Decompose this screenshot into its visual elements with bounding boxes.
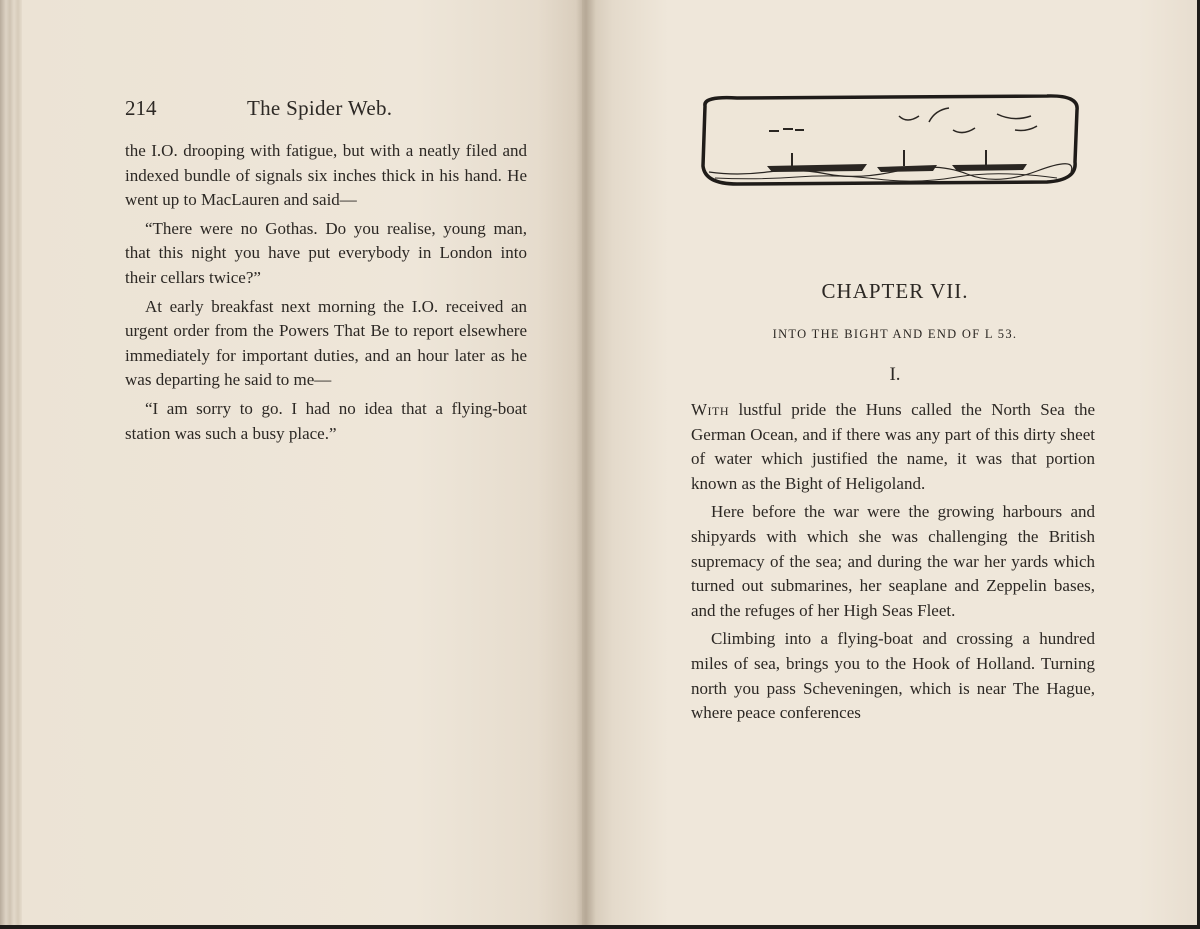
chapter-subtitle: INTO THE BIGHT AND END OF L 53. xyxy=(772,327,1018,341)
paragraph: At early breakfast next morning the I.O. received an urgent order from the Powers That Be to report elsewhere immediately for important duties, and an hour later as he was departing he said to me— xyxy=(125,296,527,390)
paragraph: Climbing into a flying-boat and crossing a hundred miles of sea, brings you to the Hook of Holland. Turning north you pass Scheveningen, which is near The Hague, where peace conferences xyxy=(691,629,1095,723)
opening-text: lustful pride the Huns called the North Sea the German Ocean, and if there was any part of this dirty sheet of water which justified the name, it was that portion known as the Bight of Heligoland. xyxy=(691,400,1095,493)
frame-border xyxy=(0,925,1200,929)
chapter-headpiece-illustration xyxy=(697,92,1082,188)
running-title: The Spider Web. xyxy=(247,96,393,120)
page-number: 214 xyxy=(125,96,157,120)
book-gutter xyxy=(576,0,596,929)
paragraph: “I am sorry to go. I had no idea that a flying-boat station was such a busy place.” xyxy=(125,398,527,443)
paragraph: Here before the war were the growing harbours and shipyards with which she was challenging the British supremacy of the sea; and during the war her yards which turned out submarines, her seaplane and Zeppelin bases, and the refuges of her High Seas Fleet. xyxy=(691,502,1095,620)
section-number: I. xyxy=(889,364,901,385)
page-edges xyxy=(0,0,22,929)
opening-word: With xyxy=(691,400,730,419)
paragraph: the I.O. drooping with fatigue, but with a neatly filed and indexed bundle of signals six inches thick in his hand. He went up to MacLauren and said— xyxy=(125,141,527,210)
paragraph: “There were no Gothas. Do you realise, young man, that this night you have put everybody in London into their cellars twice?” xyxy=(125,218,527,287)
left-page-body xyxy=(125,139,527,450)
chapter-title: CHAPTER VII. xyxy=(821,279,969,303)
running-head xyxy=(125,96,545,126)
paragraph xyxy=(691,398,1095,496)
right-page-body xyxy=(691,398,1095,730)
